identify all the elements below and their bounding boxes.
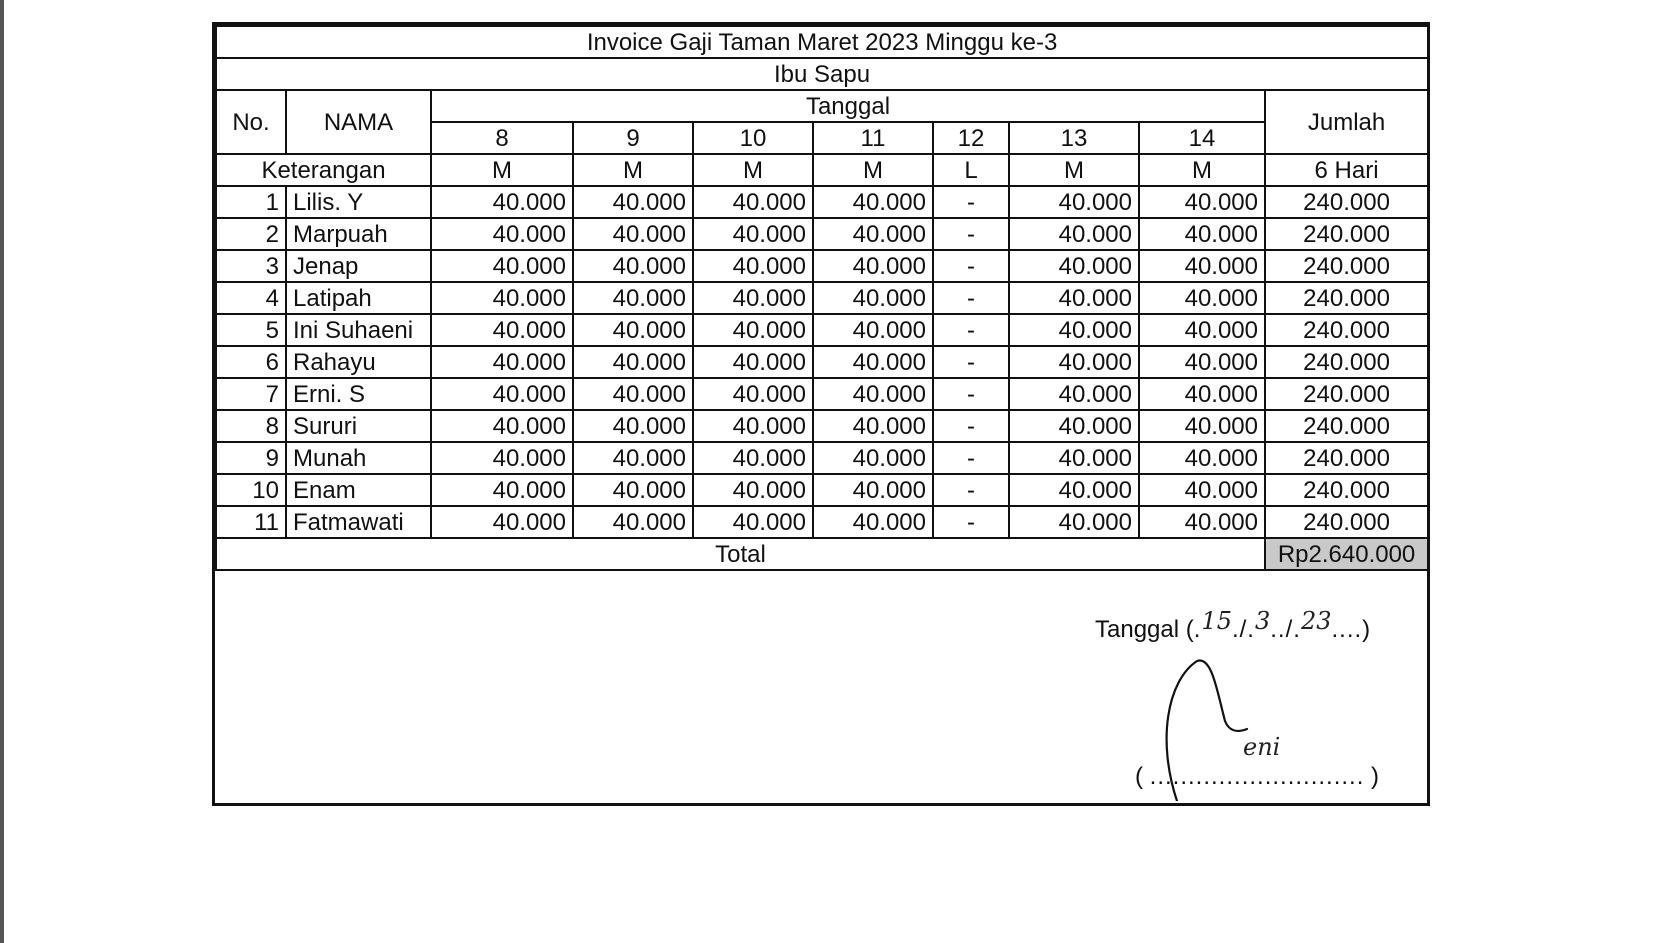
employee-name: Marpuah: [286, 218, 431, 250]
employee-name: Rahayu: [286, 346, 431, 378]
signature-date-day: 15: [1201, 607, 1232, 635]
wage-cell: 40.000: [1009, 346, 1139, 378]
status-code: M: [431, 154, 573, 186]
header-tanggal: Tanggal: [431, 90, 1265, 122]
wage-cell: 40.000: [1139, 346, 1265, 378]
wage-cell: 40.000: [693, 250, 813, 282]
status-code: M: [573, 154, 693, 186]
signature-area: [215, 571, 1427, 803]
table-row: [216, 442, 1428, 474]
row-number: 10: [216, 474, 286, 506]
wage-cell: 40.000: [1139, 186, 1265, 218]
wage-cell: 40.000: [693, 442, 813, 474]
wage-cell: 40.000: [573, 346, 693, 378]
status-code: M: [1009, 154, 1139, 186]
header-no: No.: [216, 90, 286, 154]
wage-cell: 40.000: [1139, 314, 1265, 346]
days-total: 6 Hari: [1265, 154, 1428, 186]
employee-name: Fatmawati: [286, 506, 431, 538]
status-code: M: [1139, 154, 1265, 186]
row-number: 11: [216, 506, 286, 538]
wage-cell: 40.000: [813, 250, 933, 282]
wage-cell: 40.000: [813, 346, 933, 378]
wage-cell: 40.000: [431, 410, 573, 442]
status-code: M: [693, 154, 813, 186]
wage-cell: 40.000: [431, 474, 573, 506]
wage-cell: 40.000: [813, 314, 933, 346]
wage-cell: 40.000: [431, 506, 573, 538]
date-header-8: 8: [431, 122, 573, 154]
wage-cell: 40.000: [693, 218, 813, 250]
wage-cell: 40.000: [431, 186, 573, 218]
wage-cell: 40.000: [1009, 506, 1139, 538]
invoice-sheet: [212, 22, 1430, 806]
total-label: Total: [216, 538, 1265, 570]
wage-cell: 40.000: [573, 474, 693, 506]
wage-cell: 40.000: [431, 250, 573, 282]
wage-cell: 40.000: [1139, 250, 1265, 282]
row-number: 8: [216, 410, 286, 442]
wage-cell: 40.000: [573, 378, 693, 410]
table-row: [216, 250, 1428, 282]
table-row: [216, 282, 1428, 314]
wage-cell: 40.000: [1009, 218, 1139, 250]
wage-cell: 40.000: [431, 314, 573, 346]
header-nama: NAMA: [286, 90, 431, 154]
wage-cell: 40.000: [1009, 378, 1139, 410]
wage-cell: 40.000: [1009, 442, 1139, 474]
row-total: 240.000: [1265, 250, 1428, 282]
employee-name: Enam: [286, 474, 431, 506]
wage-cell: 40.000: [1139, 218, 1265, 250]
wage-cell: 40.000: [573, 442, 693, 474]
wage-cell: -: [933, 442, 1009, 474]
invoice-subtitle: Ibu Sapu: [216, 58, 1428, 90]
wage-cell: -: [933, 378, 1009, 410]
row-total: 240.000: [1265, 186, 1428, 218]
wage-cell: -: [933, 218, 1009, 250]
signature-name: ( ............................ ) eni: [1135, 733, 1380, 790]
employee-name: Sururi: [286, 410, 431, 442]
wage-cell: 40.000: [573, 314, 693, 346]
wage-cell: -: [933, 346, 1009, 378]
wage-cell: 40.000: [431, 346, 573, 378]
wage-cell: 40.000: [1009, 186, 1139, 218]
wage-cell: 40.000: [813, 506, 933, 538]
wage-cell: 40.000: [1139, 282, 1265, 314]
row-number: 4: [216, 282, 286, 314]
date-header-10: 10: [693, 122, 813, 154]
wage-cell: 40.000: [1009, 282, 1139, 314]
wage-cell: 40.000: [693, 186, 813, 218]
row-total: 240.000: [1265, 474, 1428, 506]
table-row: [216, 410, 1428, 442]
wage-cell: 40.000: [1009, 410, 1139, 442]
wage-cell: -: [933, 186, 1009, 218]
row-total: 240.000: [1265, 410, 1428, 442]
employee-name: Lilis. Y: [286, 186, 431, 218]
header-keterangan: Keterangan: [216, 154, 431, 186]
date-header-13: 13: [1009, 122, 1139, 154]
row-total: 240.000: [1265, 378, 1428, 410]
wage-cell: 40.000: [813, 442, 933, 474]
status-code: M: [813, 154, 933, 186]
row-number: 7: [216, 378, 286, 410]
date-header-9: 9: [573, 122, 693, 154]
wage-cell: 40.000: [573, 186, 693, 218]
wage-cell: -: [933, 410, 1009, 442]
wage-cell: 40.000: [1139, 442, 1265, 474]
wage-cell: 40.000: [813, 282, 933, 314]
wage-cell: 40.000: [693, 474, 813, 506]
wage-cell: 40.000: [431, 378, 573, 410]
wage-cell: 40.000: [693, 314, 813, 346]
row-number: 5: [216, 314, 286, 346]
total-row: [216, 538, 1428, 570]
row-number: 1: [216, 186, 286, 218]
date-header-14: 14: [1139, 122, 1265, 154]
wage-cell: -: [933, 506, 1009, 538]
row-total: 240.000: [1265, 314, 1428, 346]
date-header-12: 12: [933, 122, 1009, 154]
status-code: L: [933, 154, 1009, 186]
wage-cell: 40.000: [693, 410, 813, 442]
scan-edge: [0, 0, 4, 943]
table-row: [216, 314, 1428, 346]
row-number: 3: [216, 250, 286, 282]
wage-cell: -: [933, 314, 1009, 346]
wage-cell: 40.000: [813, 474, 933, 506]
grand-total: Rp2.640.000: [1265, 538, 1428, 570]
wage-cell: 40.000: [1139, 506, 1265, 538]
employee-name: Munah: [286, 442, 431, 474]
wage-cell: 40.000: [813, 378, 933, 410]
wage-cell: 40.000: [1139, 378, 1265, 410]
wage-cell: 40.000: [431, 442, 573, 474]
table-row: [216, 218, 1428, 250]
wage-cell: 40.000: [1009, 250, 1139, 282]
row-total: 240.000: [1265, 506, 1428, 538]
table-row: [216, 474, 1428, 506]
header-jumlah: Jumlah: [1265, 90, 1428, 154]
wage-cell: 40.000: [813, 186, 933, 218]
table-row: [216, 186, 1428, 218]
employee-name: Ini Suhaeni: [286, 314, 431, 346]
signature-date-label: Tanggal: [1095, 616, 1180, 643]
row-total: 240.000: [1265, 442, 1428, 474]
table-row: [216, 346, 1428, 378]
signature-name-handwritten: eni: [1243, 733, 1281, 761]
wage-cell: -: [933, 250, 1009, 282]
wage-cell: 40.000: [573, 506, 693, 538]
row-number: 2: [216, 218, 286, 250]
wage-cell: 40.000: [431, 282, 573, 314]
wage-cell: 40.000: [573, 218, 693, 250]
invoice-table: [215, 25, 1429, 571]
date-header-11: 11: [813, 122, 933, 154]
employee-name: Erni. S: [286, 378, 431, 410]
row-number: 6: [216, 346, 286, 378]
table-row: [216, 378, 1428, 410]
signature-date-month: 3: [1254, 607, 1271, 635]
wage-cell: 40.000: [693, 282, 813, 314]
row-total: 240.000: [1265, 346, 1428, 378]
wage-cell: 40.000: [813, 218, 933, 250]
wage-cell: 40.000: [431, 218, 573, 250]
invoice-title: Invoice Gaji Taman Maret 2023 Minggu ke-3: [216, 26, 1428, 58]
wage-cell: 40.000: [573, 410, 693, 442]
wage-cell: 40.000: [693, 506, 813, 538]
wage-cell: 40.000: [1009, 314, 1139, 346]
row-number: 9: [216, 442, 286, 474]
wage-cell: 40.000: [1139, 474, 1265, 506]
employee-name: Jenap: [286, 250, 431, 282]
wage-cell: 40.000: [1009, 474, 1139, 506]
signature-date: Tanggal (.15./.3../.23....): [1095, 607, 1372, 643]
wage-cell: 40.000: [693, 378, 813, 410]
signature-date-year: 23: [1300, 607, 1332, 635]
wage-cell: -: [933, 474, 1009, 506]
row-total: 240.000: [1265, 282, 1428, 314]
wage-cell: 40.000: [573, 250, 693, 282]
wage-cell: 40.000: [573, 282, 693, 314]
wage-cell: 40.000: [813, 410, 933, 442]
wage-cell: 40.000: [693, 346, 813, 378]
table-row: [216, 506, 1428, 538]
wage-cell: -: [933, 282, 1009, 314]
wage-cell: 40.000: [1139, 410, 1265, 442]
row-total: 240.000: [1265, 218, 1428, 250]
employee-name: Latipah: [286, 282, 431, 314]
